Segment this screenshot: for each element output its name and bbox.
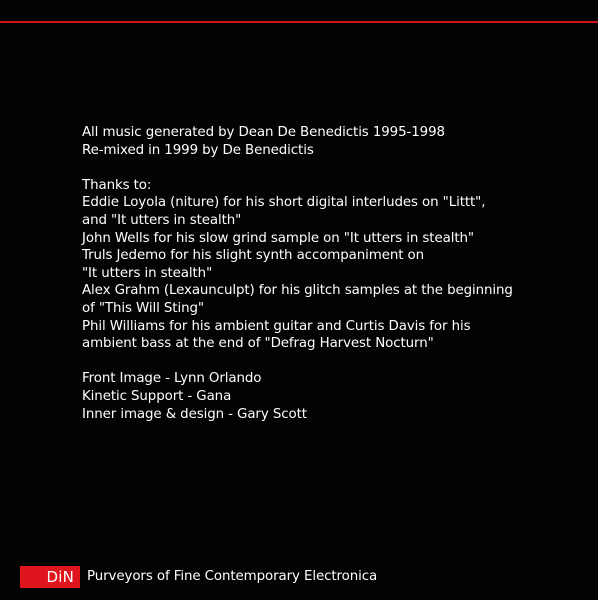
credits-block xyxy=(82,124,582,423)
thanks-line: "It utters in stealth" xyxy=(82,265,213,281)
image-credit-line: Inner image & design - Gary Scott xyxy=(82,406,307,422)
thanks-line: of "This Will Sting" xyxy=(82,300,204,316)
label-footer xyxy=(20,566,377,588)
thanks-line: Truls Jedemo for his slight synth accompaniment on xyxy=(82,248,425,264)
thanks-heading: Thanks to: xyxy=(82,177,152,193)
image-credit-line: Kinetic Support - Gana xyxy=(82,388,232,404)
remixed-by-line: Re-mixed in 1999 by De Benedictis xyxy=(82,142,314,158)
generated-by-line: All music generated by Dean De Benedictis 1995-1998 xyxy=(82,125,445,140)
thanks-line: Phil Williams for his ambient guitar and Curtis Davis for his xyxy=(82,318,471,334)
thanks-line: Alex Grahm (Lexaunculpt) for his glitch samples at the beginning xyxy=(82,283,513,299)
din-logo: DiN xyxy=(20,566,80,588)
spacer xyxy=(82,353,582,371)
thanks-line: John Wells for his slow grind sample on "It utters in stealth" xyxy=(82,230,474,246)
thanks-line: ambient bass at the end of "Defrag Harvest Nocturn" xyxy=(82,336,434,352)
thanks-line: Eddie Loyola (niture) for his short digital interludes on "Littt", xyxy=(82,195,486,211)
image-credit-line: Front Image - Lynn Orlando xyxy=(82,371,262,387)
label-tagline: Purveyors of Fine Contemporary Electronica xyxy=(87,569,378,584)
thanks-line: and "It utters in stealth" xyxy=(82,212,242,228)
spacer xyxy=(82,159,582,177)
top-red-rule xyxy=(0,21,598,23)
